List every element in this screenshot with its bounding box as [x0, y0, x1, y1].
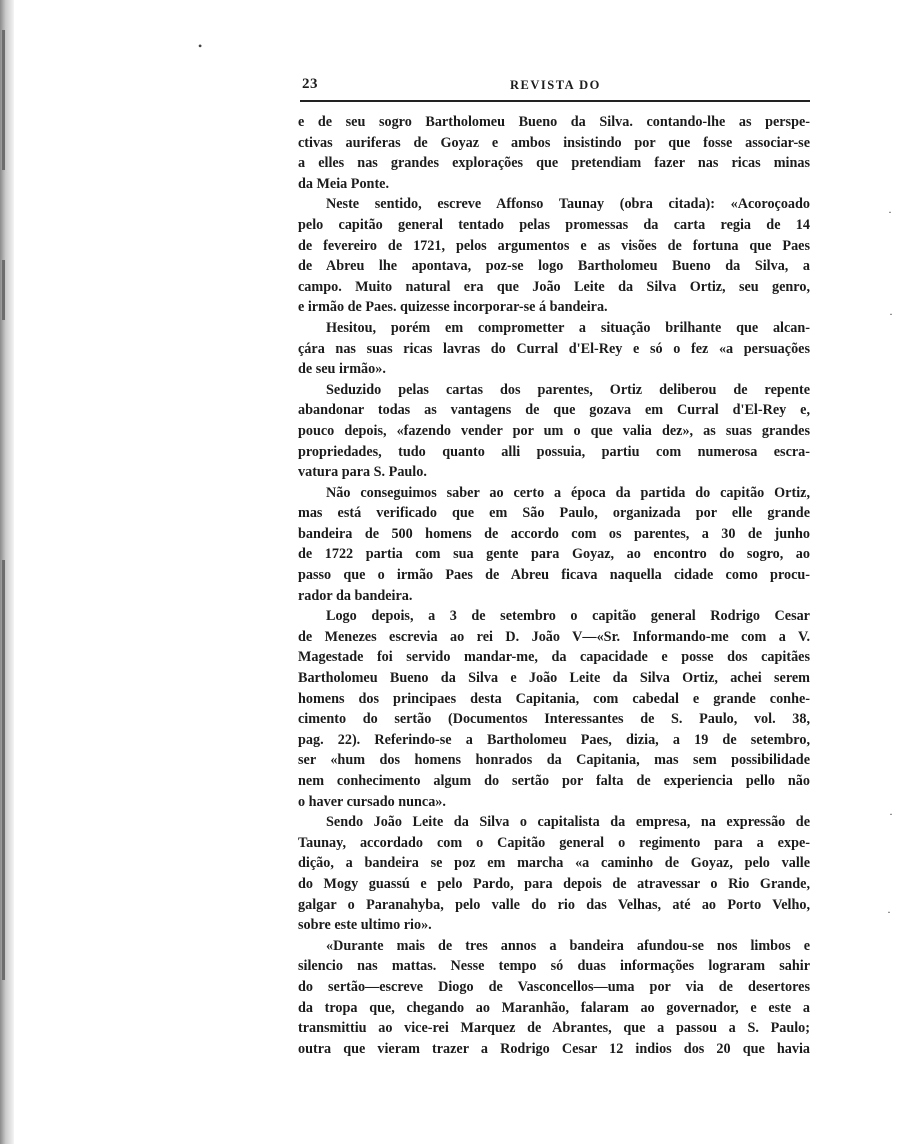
text-line: Sendo João Leite da Silva o capitalista da empresa, na expressão de — [326, 814, 810, 831]
body-text — [298, 112, 810, 1059]
text-line: «Durante mais de tres annos a bandeira afundou-se nos limbos e — [326, 937, 810, 954]
text-line: propriedades, tudo quanto alli possuia, partiu com numerosa escra- — [298, 443, 810, 460]
text-line: rador da bandeira. — [298, 587, 413, 604]
text-line: Não conseguimos saber ao certo a época da partida do capitão Ortiz, — [326, 484, 810, 501]
text-line: cimento do sertão (Documentos Interessantes de S. Paulo, vol. 38, — [298, 711, 810, 728]
text-line: do Mogy guassú e pelo Pardo, para depois de atravessar o Rio Grande, — [298, 875, 810, 892]
text-line: Bartholomeu Bueno da Silva e João Leite da Silva Ortiz, achei serem — [298, 670, 810, 687]
text-line: ctivas auriferas de Goyaz e ambos insistindo por que fosse associar-se — [298, 134, 810, 151]
text-line: de seu irmão». — [298, 361, 386, 378]
text-line: passo que o irmão Paes de Abreu ficava naquella cidade como procu- — [298, 567, 810, 584]
text-line: de 1722 partia com sua gente para Goyaz, ao encontro do sogro, ao — [298, 546, 810, 563]
ink-speck: · — [889, 307, 893, 321]
running-title: REVISTA DO — [510, 78, 601, 92]
text-line: silencio nas mattas. Nesse tempo só duas informações lograram sahir — [298, 958, 810, 975]
ink-speck: · — [888, 205, 892, 219]
binding-mark — [2, 260, 5, 320]
text-line: sobre este ultimo rio». — [298, 917, 432, 934]
ink-speck: • — [198, 39, 203, 53]
text-line: e de seu sogro Bartholomeu Bueno da Silva. contando-lhe as perspe- — [298, 114, 810, 130]
binding-mark — [2, 30, 5, 170]
text-line: Neste sentido, escreve Affonso Taunay (obra citada): «Acoroçoado — [326, 196, 810, 213]
text-line: da tropa que, chegando ao Maranhão, falaram ao governador, e este a — [298, 999, 810, 1016]
binding-mark — [2, 560, 5, 980]
text-line: a elles nas grandes explorações que pretendiam fazer nas ricas minas — [298, 155, 810, 172]
text-line: pelo capitão general tentado pelas promessas da carta regia de 14 — [298, 216, 810, 233]
running-header — [300, 74, 810, 102]
text-line: Logo depois, a 3 de setembro o capitão general Rodrigo Cesar — [326, 608, 810, 625]
text-line: vatura para S. Paulo. — [298, 464, 427, 481]
text-line: abandonar todas as vantagens de que gozava em Curral d'El-Rey e, — [298, 402, 810, 419]
text-line: do sertão—escreve Diogo de Vasconcellos—uma por via de desertores — [298, 978, 810, 995]
text-line: campo. Muito natural era que João Leite da Silva Ortiz, seu genro, — [298, 278, 810, 295]
text-line: Hesitou, porém em comprometter a situação brilhante que alcan- — [326, 319, 810, 336]
text-line: bandeira de 500 homens de accordo com os parentes, a 30 de junho — [298, 525, 810, 542]
text-line: Taunay, accordado com o Capitão general o regimento para a expe- — [298, 834, 810, 851]
text-line: homens dos principaes desta Capitania, com cabedal e grande conhe- — [298, 690, 810, 707]
text-line: de Menezes escrevia ao rei D. João V—«Sr. Informando-me com a V. — [298, 628, 810, 645]
text-line: çára nas suas ricas lavras do Curral d'El-Rey e só o fez «a persuações — [298, 340, 810, 357]
text-line: de fevereiro de 1721, pelos argumentos e as visões de fortuna que Paes — [298, 237, 810, 254]
text-line: o haver cursado nunca». — [298, 793, 446, 810]
text-line: de Abreu lhe apontava, poz-se logo Bartholomeu Bueno da Silva, a — [298, 258, 810, 275]
text-line: Magestade foi servido mandar-me, da capacidade e posse dos capitães — [298, 649, 810, 666]
text-line: pouco depois, «fazendo vender por um o que valia dez», as suas grandes — [298, 422, 810, 439]
ink-speck: · — [889, 807, 893, 821]
text-line: da Meia Ponte. — [298, 175, 390, 192]
text-line: galgar o Paranahyba, pelo valle do rio das Velhas, até ao Porto Velho, — [298, 896, 810, 913]
text-line: pag. 22). Referindo-se a Bartholomeu Paes, dizia, a 19 de setembro, — [298, 731, 810, 748]
text-line: ser «hum dos homens honrados da Capitania, mas sem possibilidade — [298, 752, 810, 769]
text-line: Seduzido pelas cartas dos parentes, Ortiz deliberou de repente — [326, 381, 810, 398]
text-line: nem conhecimento algum do sertão por falta de experiencia pello não — [298, 773, 810, 789]
page-number: 23 — [302, 76, 318, 92]
ink-speck: · — [887, 905, 891, 919]
text-line: mas está verificado que em São Paulo, organizada por elle grande — [298, 505, 810, 522]
text-line: outra que vieram trazer a Rodrigo Cesar 12 indios dos 20 que havia — [298, 1040, 810, 1057]
text-line: dição, a bandeira se poz em marcha «a caminho de Goyaz, pelo valle — [298, 855, 810, 872]
text-line: e irmão de Paes. quizesse incorporar-se á bandeira. — [298, 299, 608, 316]
text-line: transmittiu ao vice-rei Marquez de Abrantes, que a passou a S. Paulo; — [298, 1020, 810, 1037]
